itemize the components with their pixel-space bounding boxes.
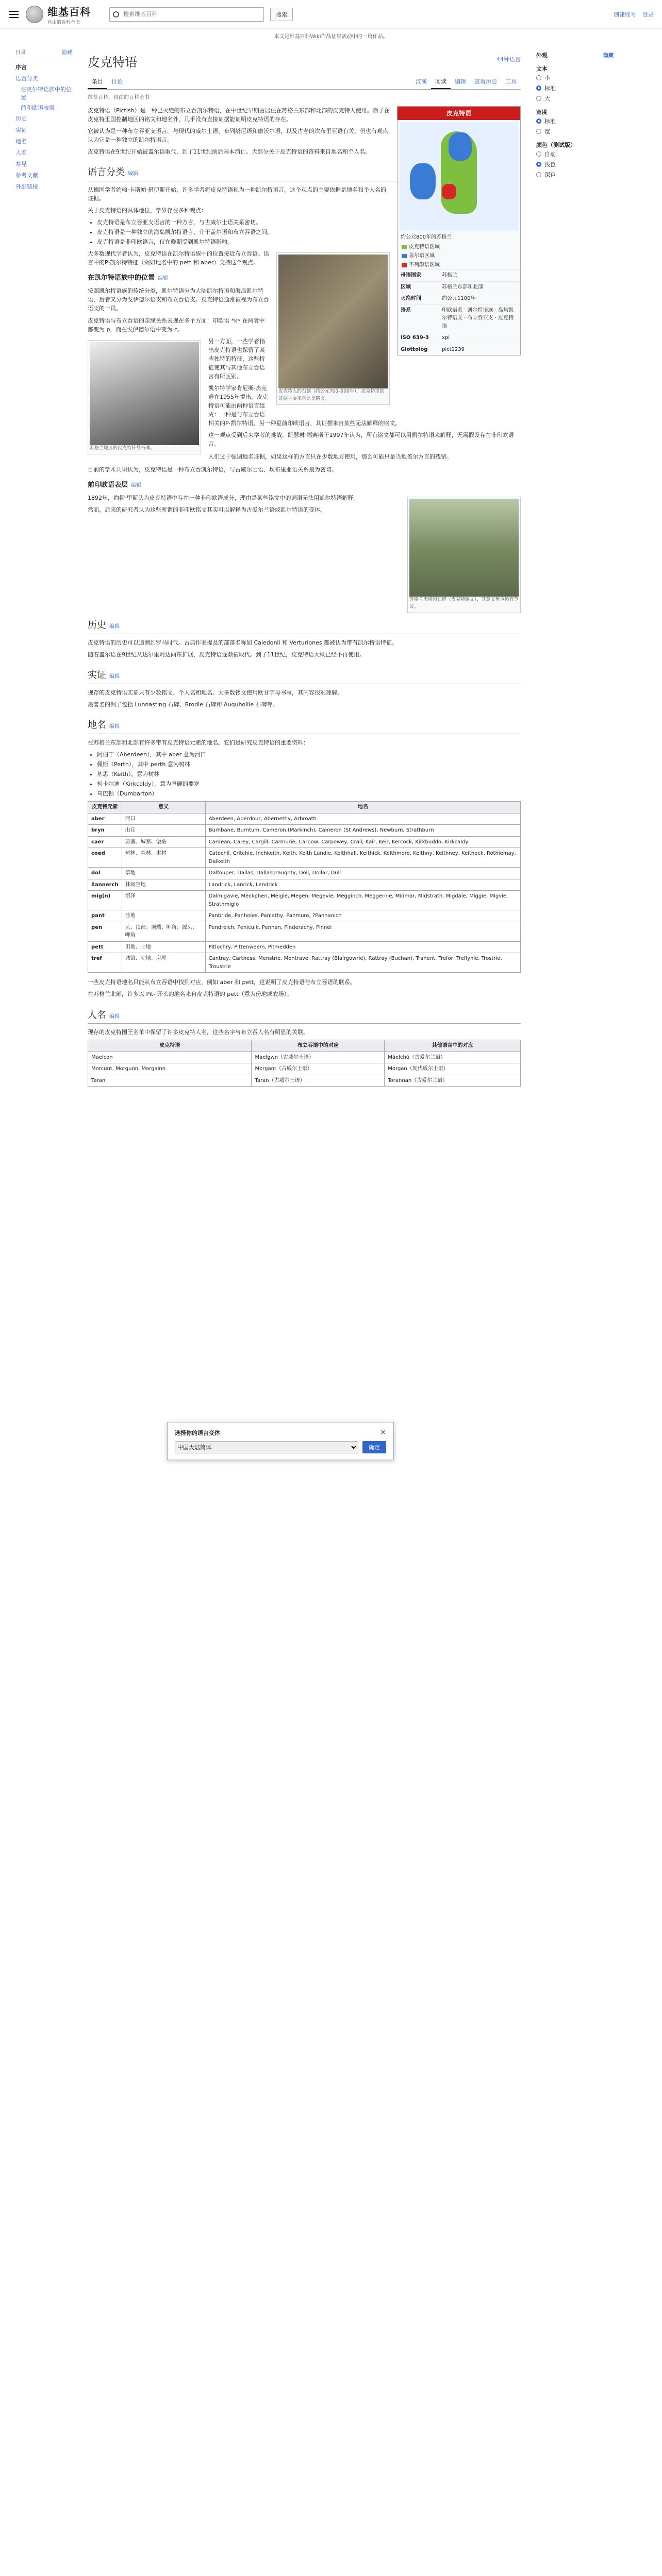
table-cell: 要塞、城寨、堡垒 [122,836,205,848]
table-cell: Taran [88,1075,252,1087]
option-label: 自动 [544,151,556,158]
main-menu-icon[interactable] [8,9,20,20]
table-row [88,922,521,941]
figure-caption: 苏格兰地区的皮克特符号石碑。 [90,445,155,451]
table-header[interactable]: 意义 [122,802,205,814]
section-heading-position: 在凯尔特语族中的位置 编辑 [88,274,169,282]
edit-link[interactable]: 编辑 [109,674,120,680]
edit-link[interactable]: 编辑 [158,276,169,282]
appearance-hide-button[interactable]: 隐藏 [603,53,614,59]
infobox-value[interactable]: 印欧语系 · 凯尔特语族 · 岛屿凯尔特语支 · 布立吞亚支 · 皮克特语 [442,307,514,329]
section-heading-placenames: 地名 编辑 [88,718,521,734]
figure-caption: 苏格兰奥格姆石碑（皮克特铭文），其意义至今仍有争议。 [409,597,519,610]
table-cell: bryn [88,825,122,837]
search-icon [113,11,119,18]
table-cell: Morgant（古威尔士语） [252,1063,385,1075]
table-cell: pen [88,922,122,941]
radio-button[interactable] [536,118,541,124]
legend-label: 皮克特语区域 [409,244,440,250]
table-cell: mig(n) [88,891,122,910]
table-header[interactable]: 皮克特语 [88,1040,252,1052]
toc-item-evidence[interactable]: 实证 [15,127,27,133]
table-cell: Maelgwn（古威尔士语） [252,1052,385,1063]
figure-symbol-stone[interactable] [88,340,201,454]
table-cell: Cantray, Cartness, Menstrie, Montrave, Rattray (Blairgowrie), Rattray (Buchan), Tranent, Trefor, Treflynie, Trostrie, Troustrie [205,953,520,973]
legend-label: 盖尔语区域 [409,253,435,259]
list-item: • 基思（Keith），意为树林 [97,770,521,778]
tab-tools[interactable]: 工具 [505,78,517,86]
search-box [109,7,264,22]
radio-button[interactable] [536,96,541,101]
tab-edit[interactable]: 编辑 [455,78,466,86]
table-cell: Morcunt, Morgunn, Morgainn [88,1063,252,1075]
personal-names-table [88,1040,521,1087]
toc-hide-button[interactable]: 隐藏 [62,50,72,56]
paragraph: 最著名的例子包括 Lunnasting 石碑、Brodie 石碑和 Auquhollie 石碑等。 [88,701,278,708]
appearance-title: 外观 [536,52,548,59]
table-row [88,836,521,848]
toc-item-intro[interactable]: 序言 [15,64,27,71]
table-cell: Dalmigavie, Meckphen, Meigle, Megen, Megevie, Megginch, Meggernie, Midmar, Midstrath, Migdale, Miggie, Migvie, Strathmiglo [205,891,520,910]
table-row [88,891,521,910]
radio-button[interactable] [536,162,541,167]
radio-button[interactable] [536,86,541,91]
paragraph: 另一方面，一些学者指出皮克特语也保留了某些独特的特征，这些特征使其与其他布立吞语言有所区别。 [208,337,265,380]
variant-select[interactable] [175,1441,358,1453]
legend-label: 不列颠语区域 [409,262,440,268]
option-label: 大 [544,95,550,102]
table-row [88,813,521,825]
option-label: 宽 [544,128,550,135]
infobox-value[interactable]: pict1239 [442,346,465,352]
paragraph: 大多数现代学者认为，皮克特语在凯尔特语族中的位置接近布立吞语。语言中的P-凯尔特特征（例如地名中的 pett 和 aber）支持这个观点。 [88,250,269,266]
tab-history[interactable]: 查看历史 [474,78,497,86]
infobox-key: 语系 [401,307,411,313]
table-cell: Aberdeen, Aberdour, Abernethy, Arbroath [205,813,520,825]
paragraph: 随着盖尔语在9世纪从达尔里阿达向东扩展，皮克特语逐渐被取代。到了11世纪，皮克特语大概已经不再使用。 [88,651,365,658]
wikipedia-globe-icon [26,6,43,23]
infobox-key: ISO 639-3 [401,335,429,341]
toc-item-external-links[interactable]: 外部链接 [15,183,38,190]
map-caption: 约公元800年的苏格兰 [401,234,452,241]
legend-swatch [402,263,407,267]
list-item: • 佩斯（Perth），其中 perth 意为树林 [97,760,521,769]
site-notice: 本文是维基百科Wiki作品征集活动中的一篇作品。 [274,34,388,40]
list-item: • 阿伯丁（Aberdeen），其中 aber 意为河口 [97,750,521,759]
radio-button[interactable] [536,129,541,134]
table-cell: Dalfouper, Dallas, Dallasbraughty, Doll, Dollar, Dull [205,868,520,879]
table-cell: Cardean, Carey, Cargill, Carmurie, Carpow, Carpowey, Crail, Kair, Keir, Kercock, Kirkbuddo, Kirkcaldy [205,836,520,848]
table-cell: Maelcon [88,1052,252,1063]
toc-sidebar [0,43,77,1092]
language-selector[interactable]: 44种语言 [496,56,521,63]
table-cell: pett [88,941,122,953]
create-account-link[interactable]: 创建账号 [614,11,636,18]
table-cell: caer [88,836,122,848]
table-row [88,868,521,879]
table-cell: 河口 [122,813,205,825]
list-item: • 柯卡尔迪（Kirkcaldy），意为坚硬的要塞 [97,779,521,788]
table-cell: coed [88,848,122,868]
table-row [88,941,521,953]
edit-link[interactable]: 编辑 [131,483,142,489]
language-variant-dialog [167,1422,394,1460]
option-label: 小 [544,75,550,81]
paragraph: 皮克特语与布立吞语的亲缘关系表现在多个方面：印欧语 *kʷ 在两者中都变为 p，而在戈伊德尔语中变为 c。 [88,317,265,333]
table-cell: Taran（古威尔士语） [252,1075,385,1087]
login-link[interactable]: 登录 [642,11,654,18]
table-row [88,1063,521,1075]
intro-paragraph: 皮克特语（Pictish）是一种已灭绝的布立吞凯尔特语，在中世纪早期由居住在苏格兰东部和北部的皮克特人使用。除了在皮克特王国控制地区的铭文和地名外，几乎没有直接证据能证明皮克特语的存在。 [88,107,390,123]
paragraph: 1892年，约翰·里斯认为皮克特语中存在一种非印欧语成分，理由是某些铭文中的词语无法用凯尔特语解释。 [88,495,359,502]
blockquote: 人们过于强调地名证据，如果这样的方言只在少数地方使用，那么可能只是当地盖尔方言的残留。 [208,453,452,461]
edit-link[interactable]: 编辑 [128,171,138,177]
article-content [77,43,531,1092]
option-label: 深色 [544,172,556,178]
infobox-value: xpi [442,335,450,341]
dialog-title: 选择你的语言变体 [175,1430,220,1436]
paragraph: 现存的皮克特语实证只有少数铭文、个人名和地名。大多数铭文使用欧甘字母书写，其内容很难理解。 [88,689,343,697]
paragraph: 凯尔特学家肯尼斯·杰克逊在1955年提出，皮克特语可能由两种语言组成：一种是与布立吞语相关的P-凯尔特语，另一种是前印欧语言，其证据来自某些无法解释的铭文。 [208,384,401,427]
paragraph: 目前的学术共识认为，皮克特语是一种布立吞凯尔特语，与古威尔士语、坎布里亚语关系最为密切。 [88,466,337,473]
page-title: 皮克特语 [88,55,137,70]
site-logo[interactable] [26,4,91,25]
table-cell: 山丘 [122,825,205,837]
paragraph: 在苏格兰北部，许多以 Pit- 开头的地名来自皮克特语的 pett（意为份地或农场）。 [88,991,293,998]
paragraph: 一些皮克特语地名只能从布立吞语中找到对应，例如 aber 和 pett，这说明了皮克特语与布立吞语的联系。 [88,979,356,986]
color-label: 颜色（测试版） [536,142,576,148]
page-tabs [88,75,521,90]
option-label: 标准 [544,118,556,125]
table-cell: 头；顶部；顶端；岬角；源头；岬角 [122,922,205,941]
paragraph: 关于皮克特语的具体地位，学界存在多种观点： [88,207,207,214]
table-row [88,848,521,868]
figure-caption: 皮克特人的石刻（约公元700–900年），皮克特语的证据主要来自此类铭文。 [278,389,385,402]
infobox-key: 区域 [401,284,411,290]
section-heading-personal-names: 人名 编辑 [88,1008,521,1024]
figure-pictish-stone[interactable] [276,252,390,405]
paragraph: 这一观点受到后来学者的挑战。凯瑟琳·福赛斯于1997年认为，所有铭文都可以用凯尔特语来解释，无需假设存在非印欧语言。 [208,432,514,448]
infobox-value[interactable]: 苏格兰 [442,273,457,279]
table-cell: 洼地 [122,910,205,922]
site-tagline: 自由的百科全书 [47,20,80,25]
tab-talk[interactable]: 讨论 [111,78,123,86]
table-cell: 城镇、宅地、房屋 [122,953,205,973]
legend-swatch [402,245,407,249]
toc-title: 目录 [15,50,26,56]
table-header[interactable]: 皮克特元素 [88,802,122,814]
infobox-value: 约公元1100年 [442,296,476,302]
infobox-key: Glottolog [401,346,428,352]
table-cell: 树林、森林、木材 [122,848,205,868]
intro-paragraph: 皮克特语在9世纪开始被盖尔语取代，到了11世纪前后基本消亡。大部分关于皮克特语的资料来自地名和个人名。 [88,148,371,155]
edit-link[interactable]: 编辑 [109,624,120,630]
figure-image[interactable] [90,342,199,445]
table-cell: 草地 [122,868,205,879]
table-header[interactable]: 布立吞语中的对应 [252,1040,385,1052]
infobox [397,106,521,356]
table-header[interactable]: 其他语言中的对应 [385,1040,521,1052]
list-item: • 乌巴顿（Dumbarton） [97,789,521,798]
table-cell: 林间空地 [122,879,205,891]
figure-image[interactable] [278,255,388,388]
list-item: • 皮克特语是非印欧语言，仅在晚期受到凯尔特语影响。 [97,238,521,246]
placenames-list [97,750,521,798]
paragraph: 从德国学者约翰·卡斯帕·措伊斯开始，许多学者将皮克特语视为一种凯尔特语言。这个观点的主要依据是地名和个人名的证据。 [88,186,386,202]
toc-item-position[interactable]: 在英尔特语族中的位置 [21,86,72,101]
search-button[interactable]: 搜索 [270,8,293,21]
infobox-key: 灭绝时间 [401,296,421,302]
toc-item-history[interactable]: 历史 [15,115,27,122]
table-row [88,1052,521,1063]
table-cell: aber [88,813,122,825]
table-cell: Pitlochry, Pittenweem, Pitmedden [205,941,520,953]
search-input[interactable] [122,10,260,18]
table-cell: dol [88,868,122,879]
edit-link[interactable]: 编辑 [109,724,120,730]
text-size-label: 文本 [536,65,548,72]
section-heading-history: 历史 编辑 [88,618,521,634]
section-heading-classification: 语言分类 编辑 [88,165,521,181]
placename-elements-table [88,801,521,973]
infobox-title: 皮克特语 [398,107,520,121]
radio-button[interactable] [536,75,541,80]
toc-item-personal-names[interactable]: 人名 [15,149,27,156]
confirm-button[interactable]: 确定 [362,1441,386,1453]
table-row [88,953,521,973]
table-cell: Landrick, Lanrick, Lendrick [205,879,520,891]
toc-item-see-also[interactable]: 参见 [15,161,27,167]
page-subtitle: 维基百科，自由的百科全书 [88,95,150,101]
infobox-map[interactable] [400,122,518,230]
table-cell: tref [88,953,122,973]
table-row [88,825,521,837]
figure-ogham-stone[interactable] [407,497,521,613]
table-cell: Máelchú（古爱尔兰语） [385,1052,521,1063]
close-icon[interactable]: ✕ [380,1429,386,1437]
section-heading-evidence: 实证 编辑 [88,668,521,684]
width-label: 宽度 [536,109,548,115]
legend-swatch [402,254,407,258]
table-cell: Pendreich, Penicuik, Pennan, Pinderachy, Pinnel [205,922,520,941]
table-cell: Burnbane, Burntum, Cameron (Markinch), Cameron (St Andrews), Newburn, Strathburn [205,825,520,837]
table-cell: pant [88,910,122,922]
table-cell: 田地、土地 [122,941,205,953]
table-header[interactable]: 地名 [205,802,520,814]
paragraph: 在苏格兰东部和北部有许多带有皮克特语元素的地名，它们是研究皮克特语的重要资料： [88,739,309,747]
table-row [88,879,521,891]
radio-button[interactable] [536,151,541,157]
paragraph: 按照凯尔特语族的传统分类，凯尔特语分为大陆凯尔特语和海岛凯尔特语，后者又分为戈伊德尔语支和布立吞语支。皮克特语通常被视为布立吞语支的一员。 [88,287,269,312]
infobox-key: 母语国家 [401,273,421,279]
table-row [88,910,521,922]
infobox-value: 苏格兰东部和北部 [442,284,483,290]
tab-variant[interactable]: 汉漢 [416,78,427,86]
table-cell: Panbride, Panholes, Panlathy, Panmure, ?Pannanich [205,910,520,922]
option-label: 浅色 [544,161,556,168]
figure-image[interactable] [409,499,519,597]
table-cell: Catochil, Critchie, Inchkeith, Keith, Keith Lundie, Keithhall, Keithick, Keithmore, Keithny, Keithney, Keithock, Rothiemay, Dalkeith [205,848,520,868]
toc-item-preie[interactable]: 前印欧语表层 [21,105,55,111]
toc-item-classification[interactable]: 语言分类 [15,75,38,82]
table-cell: Torannan（古爱尔兰语） [385,1075,521,1087]
tab-article[interactable]: 条目 [88,75,107,89]
option-label: 标准 [544,85,556,92]
section-heading-preie: 前印欧语表层 编辑 [88,481,142,489]
list-item: • 皮克特语是布立吞亚支语言的一种方言，与古威尔士语关系密切。 [97,218,521,227]
site-header [0,0,662,29]
table-row [88,1075,521,1087]
table-cell: Morgan（现代威尔士语） [385,1063,521,1075]
tab-read[interactable]: 阅读 [431,75,451,89]
intro-paragraph: 它被认为是一种布立吞亚支语言，与现代的威尔士语、布列塔尼语和康沃尔语，以及古老的坎布里亚语有关，但也有观点认为它是一种独立的凯尔特语言。 [88,127,388,143]
paragraph: 皮克特语的历史可以追溯到罗马时代。古典作家提及的部落名称如 Caledonii 和 Verturiones 都被认为带有凯尔特语特征。 [88,639,398,647]
paragraph: 然而，后来的研究者认为这些所谓的非印欧铭文其实可以解释为古爱尔兰语或凯尔特语的变体。 [88,506,326,514]
appearance-panel [531,43,614,1092]
toc-item-placenames[interactable]: 地名 [15,138,27,145]
paragraph: 现存的皮克特国王名单中保留了许多皮克特人名，这些名字与布立吞人名有明显的关联。 [88,1029,309,1036]
edit-link[interactable]: 编辑 [109,1013,120,1020]
table-cell: llannerch [88,879,122,891]
site-name: 维基百科 [47,5,91,18]
toc-item-references[interactable]: 参考文献 [15,172,38,179]
table-cell: 沼泽 [122,891,205,910]
radio-button[interactable] [536,172,541,177]
list-item: • 皮克特语是一种独立的海岛凯尔特语言，介于盖尔语和布立吞语之间。 [97,228,521,236]
